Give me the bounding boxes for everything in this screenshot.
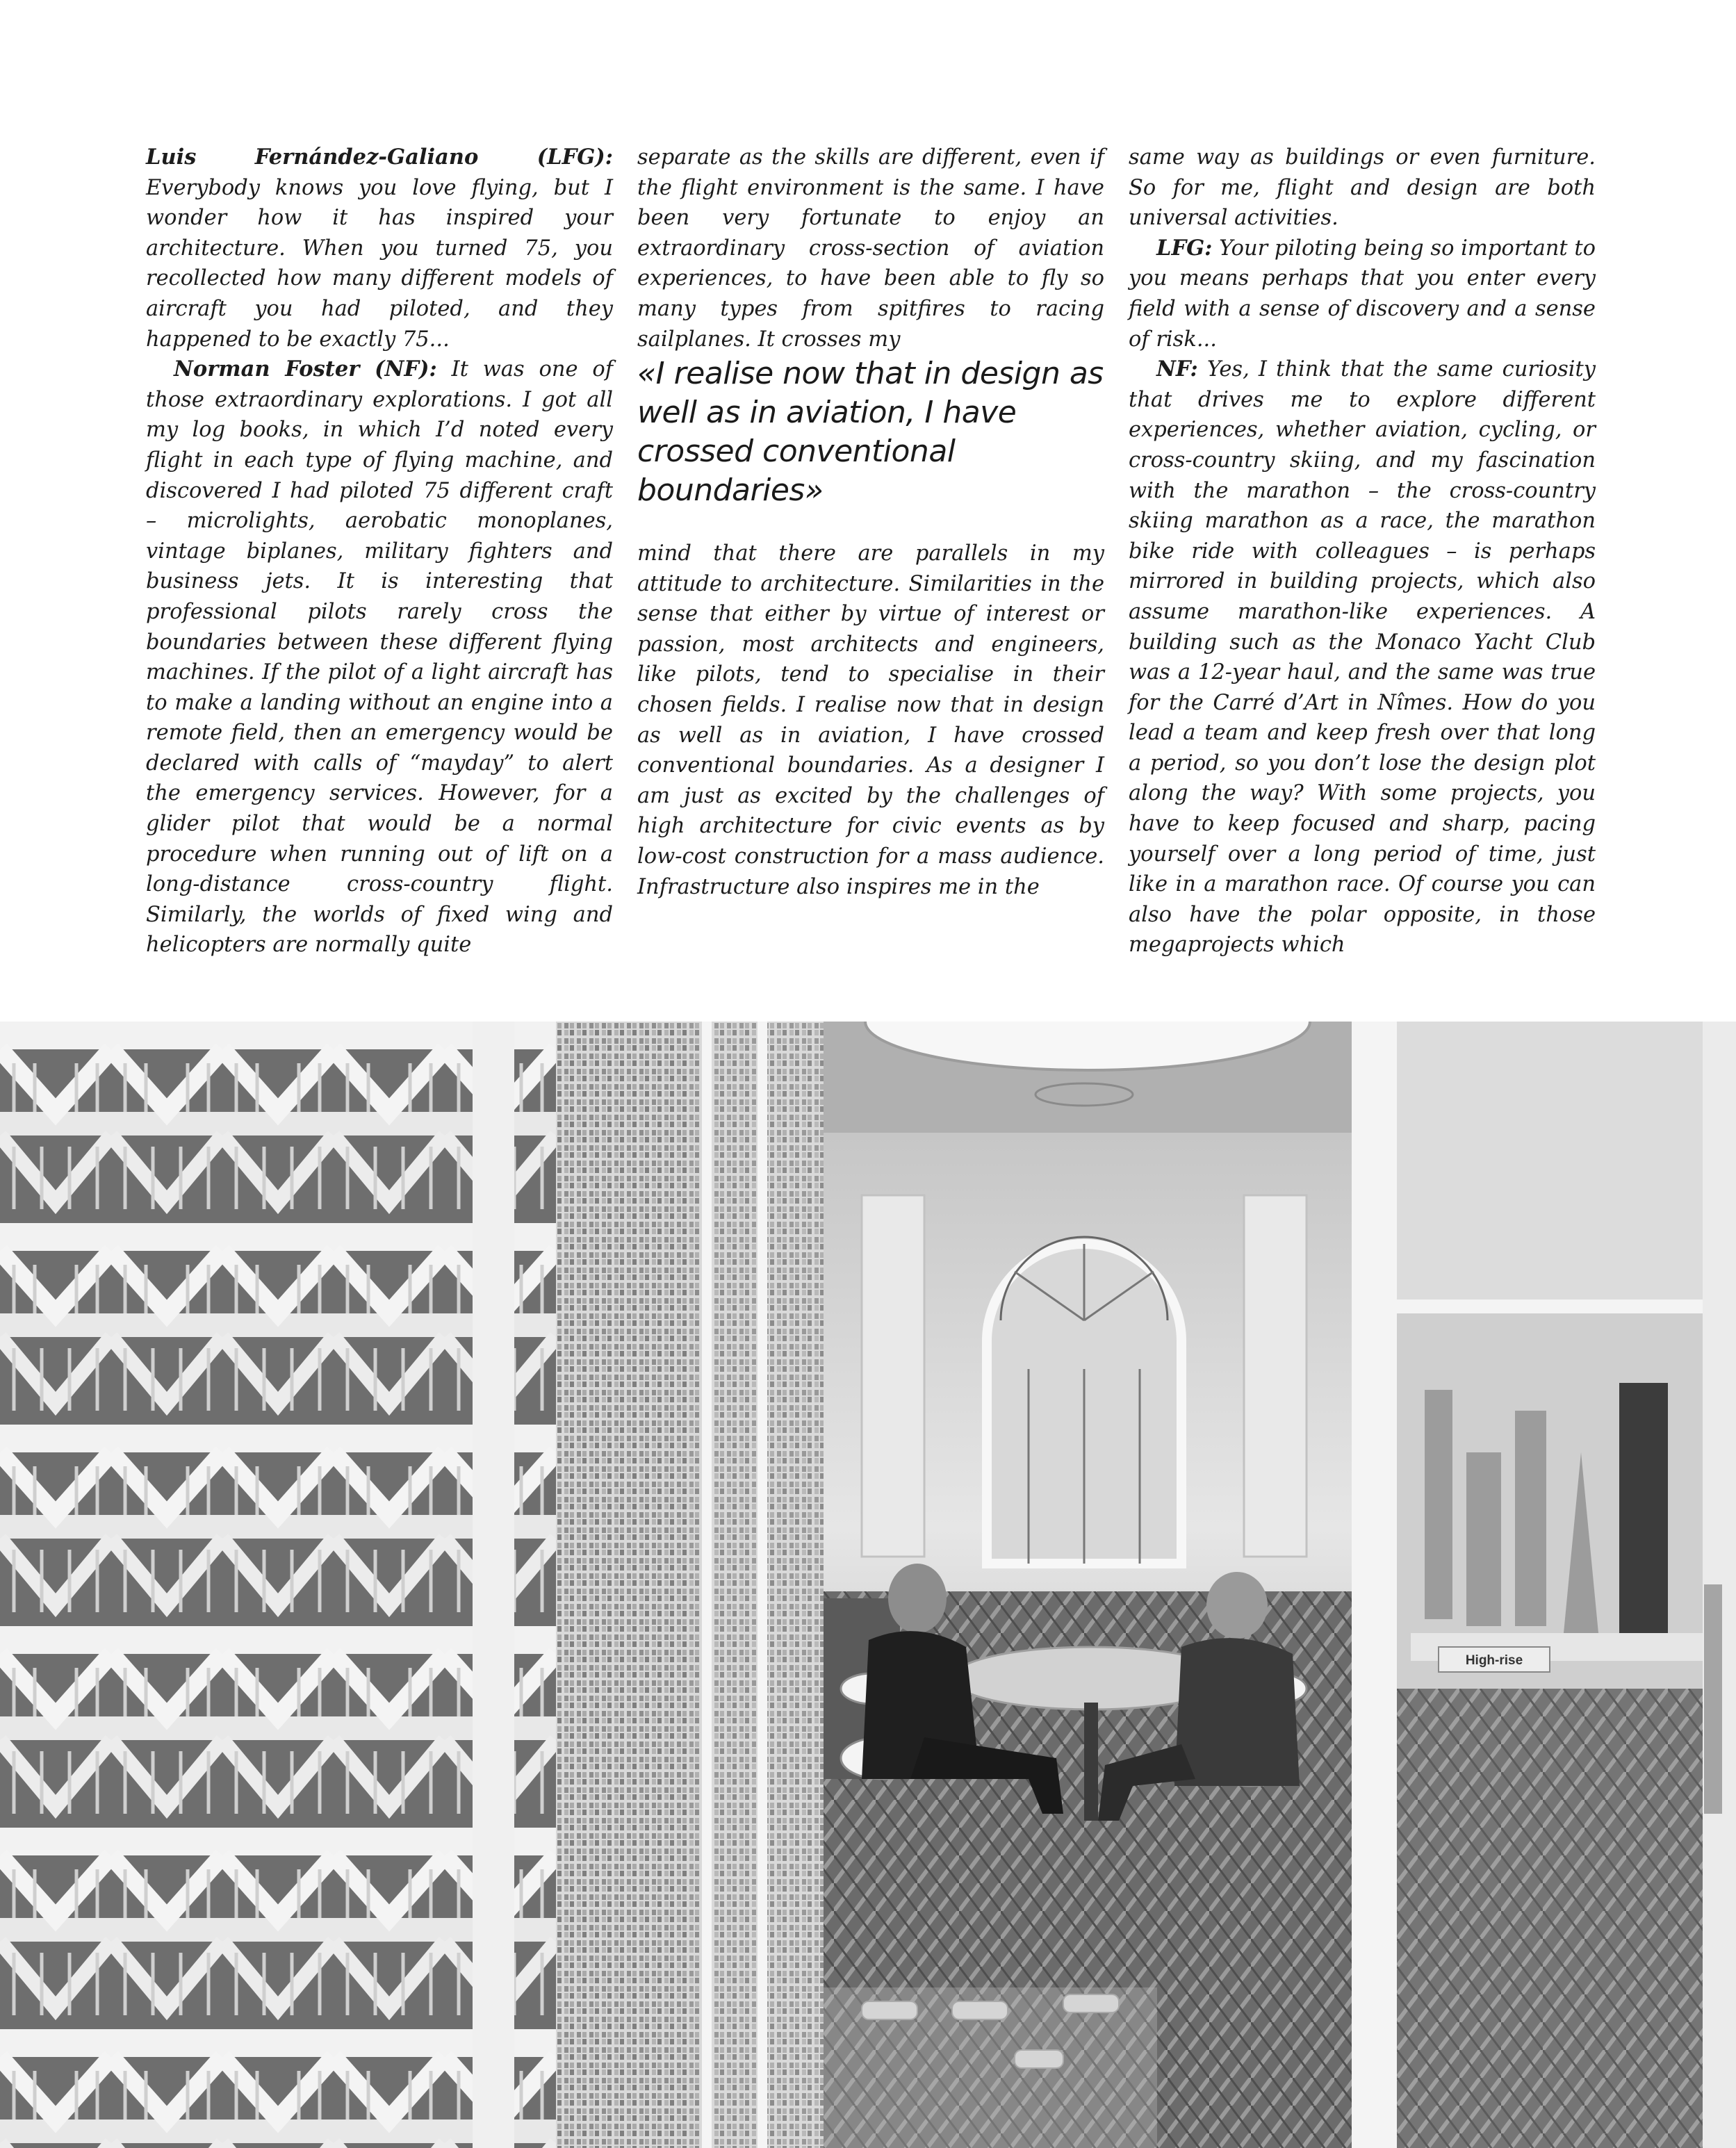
speaker-label: Norman Foster (NF):	[174, 356, 437, 382]
paragraph-text: Yes, I think that the same curiosity that drives me to explore different experiences, whether aviation, cycling, or cross-country skiing, and my fascination with the marathon – the cross-country skiing marathon as a race, the marathon bike ride with colleagues – is perhaps mirrored in building projects, which also assume marathon-like experiences. A building such as the Monaco Yacht Club was a 12-year haul, and the same was true for the Carré d’Art in Nîmes. How do you lead a team and keep fresh over that long a period, so you don’t lose the design plot along the way? With some projects, you have to keep focused and sharp, pacing yourself over a long period of time, just like in a marathon race. Of course you can also have the polar opposite, in those megaprojects which	[1129, 357, 1596, 958]
paragraph-nf-answer	[146, 354, 613, 960]
text-column-2-top	[637, 142, 1104, 354]
paragraph-text: Everybody knows you love flying, but I wonder how it has inspired your architecture. When you turned 75, you recollected how many different models of aircraft you had piloted, and they happened to be exactly 75...	[146, 175, 613, 352]
paragraph-nf-answer	[1129, 354, 1596, 960]
text-column-3	[1129, 142, 1596, 960]
paragraph-lfg-question	[146, 142, 613, 354]
photo-illustration	[0, 1022, 1736, 2148]
interview-photograph	[0, 1022, 1736, 2148]
paragraph-text: separate as the skills are different, even if the flight environment is the same. I have been very fortunate to enjoy an extraordinary cross-section of aviation experiences, to have been able to fly so many types from spitfires to racing sailplanes. It crosses my	[637, 145, 1104, 352]
pull-quote: «I realise now that in design as well as in aviation, I have crossed conventional boundaries»	[637, 356, 1104, 508]
paragraph-text: same way as buildings or even furniture. So for me, flight and design are both universal activities.	[1129, 145, 1596, 231]
tower-model-grid	[556, 1022, 688, 2148]
paragraph-text: Your piloting being so important to you means perhaps that you enter every field with a sense of discovery and a sense of risk...	[1129, 236, 1596, 352]
paragraph-lfg-question	[1129, 233, 1596, 354]
paragraph-text: It was one of those extraordinary explorations. I got all my log books, in which I’d noted every flight in each type of flying machine, and discovered I had piloted 75 different craft – microlights, aerobatic monoplanes, vintage biplanes, military fighters and business jets. It is interesting that professional pilots rarely cross the boundaries between these different flying machines. If the pilot of a light aircraft has to make a landing without an engine into a remote field, then an emergency would be declared with calls of “mayday” to alert the emergency services. However, for a glider pilot that would be a normal procedure when running out of lift on a long-distance cross-country flight. Similarly, the worlds of fixed wing and helicopters are normally quite	[146, 357, 613, 958]
speaker-label: NF:	[1156, 356, 1198, 382]
speaker-label: LFG:	[1156, 235, 1213, 261]
speaker-label: Luis Fernández-Galiano (LFG):	[146, 145, 613, 170]
text-column-2-bottom	[637, 539, 1104, 902]
paragraph-text: mind that there are parallels in my attitude to architecture. Similarities in the sense that either by virtue of interest or passion, most architects and engineers, like pilots, tend to specialise in their chosen fields. I realise now that in design as well as in aviation, I have crossed conventional boundaries. As a designer I am just as excited by the challenges of high architecture for civic events as by low-cost construction for a mass audience. Infrastructure also inspires me in the	[637, 541, 1104, 899]
high-rise-sign-label: High-rise	[1465, 1653, 1523, 1668]
text-column-1	[146, 142, 613, 960]
